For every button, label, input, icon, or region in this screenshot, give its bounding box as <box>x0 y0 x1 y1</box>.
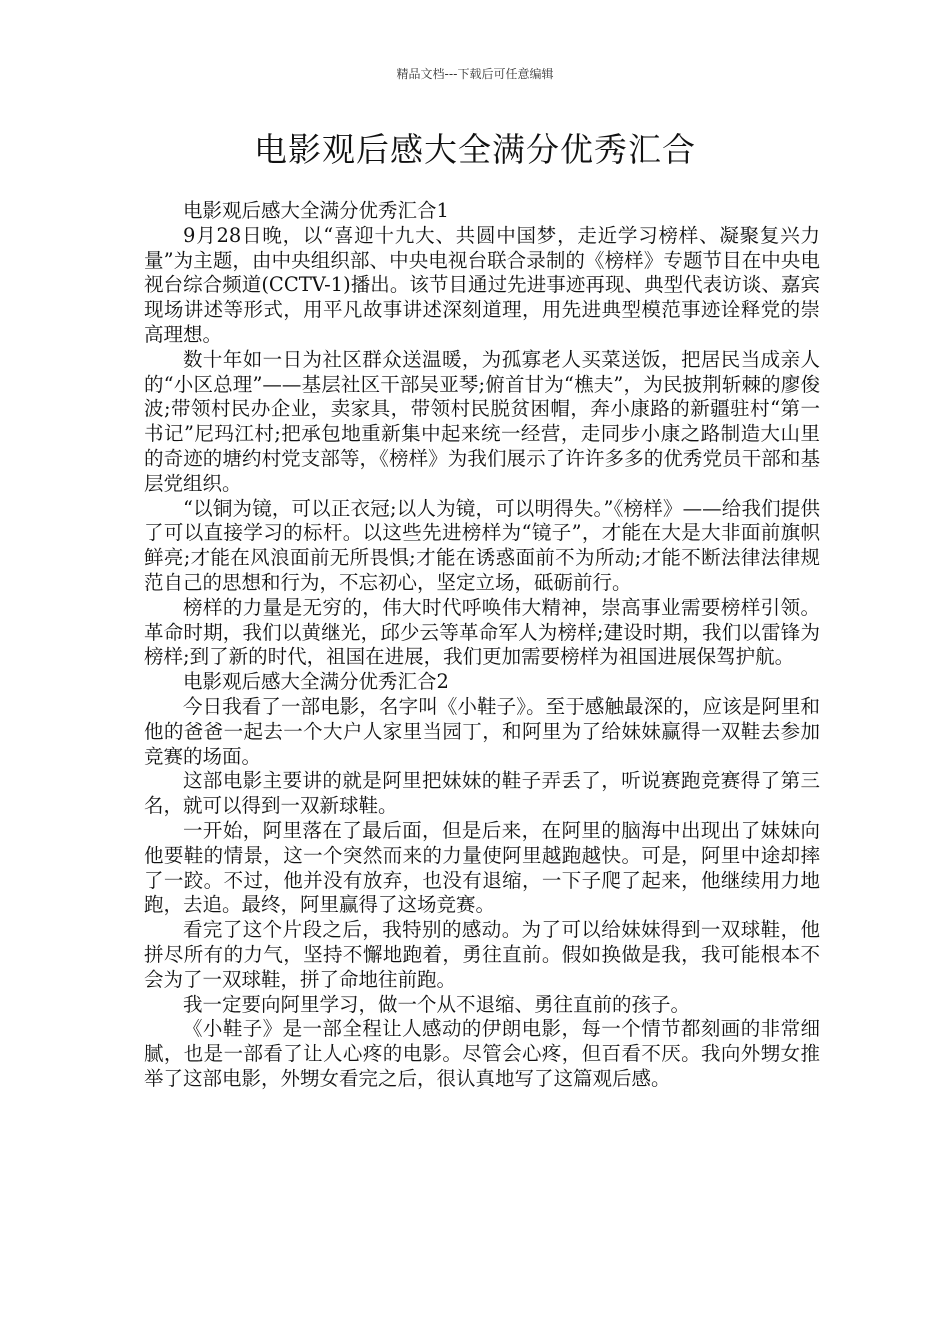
paragraph: 9月28日晚，以“喜迎十九大、共圆中国梦，走近学习榜样、凝聚复兴力量”为主题，由中央组织部、中央电视台联合录制的《榜样》专题节目在中央电视台综合频道(CCTV-1)播出。该节目通过先进事迹再现、典型代表访谈、嘉宾现场讲述等形式，用平凡故事讲述深刻道理，用先进典型模范事迹诠释党的崇高理想。 <box>144 223 820 346</box>
paragraph: 我一定要向阿里学习，做一个从不退缩、勇往直前的孩子。 <box>183 992 691 1016</box>
paragraph: 看完了这个片段之后，我特别的感动。为了可以给妹妹得到一双球鞋，他拼尽所有的力气，坚持不懈地跑着，勇往直前。假如换做是我，我可能根本不会为了一双球鞋，拼了命地往前跑。 <box>144 918 820 991</box>
paragraph: “以铜为镜，可以正衣冠;以人为镜，可以明得失。”《榜样》——给我们提供了可以直接学习的标杆。以这些先进榜样为“镜子”，才能在大是大非面前旗帜鲜亮;才能在风浪面前无所畏惧;才能在诱惑面前不为所动;才能不断法律法律规范自己的思想和行为，不忘初心，坚定立场，砥砺前行。 <box>144 496 820 594</box>
paragraph: 数十年如一日为社区群众送温暖，为孤寡老人买菜送饭，把居民当成亲人的“小区总理”——基层社区干部吴亚琴;俯首甘为“樵夫”，为民披荆斩棘的廖俊波;带领村民办企业，卖家具，带领村民脱贫困帽，奔小康路的新疆驻村“第一书记”尼玛江村;把承包地重新集中起来统一经营，走同步小康之路制造大山里的奇迹的塘约村党支部等，《榜样》为我们展示了许许多多的优秀党员干部和基层党组织。 <box>144 347 820 495</box>
paragraph: 这部电影主要讲的就是阿里把妹妹的鞋子弄丢了，听说赛跑竞赛得了第三名，就可以得到一双新球鞋。 <box>144 769 820 818</box>
paragraph: 一开始，阿里落在了最后面，但是后来，在阿里的脑海中出现出了妹妹向他要鞋的情景，这一个突然而来的力量使阿里越跑越快。可是，阿里中途却摔了一跤。不过，他并没有放弃，也没有退缩，一下子爬了起来，他继续用力地跑，去追。最终，阿里赢得了这场竞赛。 <box>144 818 820 917</box>
section-heading: 电影观后感大全满分优秀汇合2 <box>183 670 449 694</box>
header-note: 精品文档---下载后可任意编辑 <box>396 67 554 81</box>
paragraph: 今日我看了一部电影，名字叫《小鞋子》。至于感触最深的，应该是阿里和他的爸爸一起去一个大户人家里当园丁，和阿里为了给妹妹赢得一双鞋去参加竞赛的场面。 <box>144 694 820 768</box>
paragraph: 《小鞋子》是一部全程让人感动的伊朗电影，每一个情节都刻画的非常细腻，也是一部看了让人心疼的电影。尽管会心疼，但百看不厌。我向外甥女推举了这部电影，外甥女看完之后，很认真地写了这篇观后感。 <box>144 1017 820 1090</box>
document-body <box>144 199 820 1092</box>
section-heading: 电影观后感大全满分优秀汇合1 <box>183 199 449 222</box>
paragraph: 榜样的力量是无穷的，伟大时代呼唤伟大精神，崇高事业需要榜样引领。革命时期，我们以黄继光，邱少云等革命军人为榜样;建设时期，我们以雷锋为榜样;到了新的时代，祖国在进展，我们更加需要榜样为祖国进展保驾护航。 <box>144 595 820 669</box>
document-title: 电影观后感大全满分优秀汇合 <box>254 130 696 169</box>
